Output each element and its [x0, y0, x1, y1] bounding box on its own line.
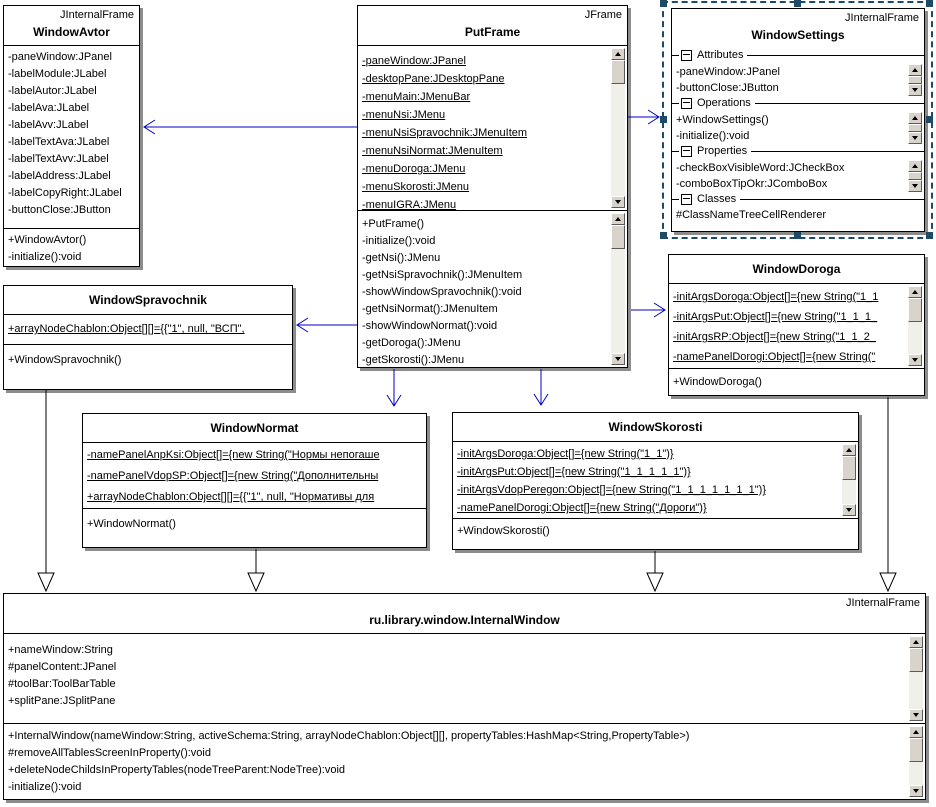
- attributes-compartment: [83, 443, 426, 508]
- member-row[interactable]: -getDoroga():JMenu: [362, 337, 461, 349]
- class-box-windownormat[interactable]: [82, 413, 427, 548]
- collapse-icon[interactable]: [681, 194, 692, 205]
- scroll-track[interactable]: [909, 762, 923, 785]
- class-name: PutFrame: [464, 25, 521, 39]
- member-row[interactable]: -paneWindow:JPanel: [8, 51, 112, 63]
- member-row[interactable]: +arrayNodeChablon:Object[][]={{"1", null, "ВСП",: [8, 323, 245, 335]
- arrow-up-icon: [615, 217, 621, 221]
- classes-compartment: [672, 206, 924, 231]
- scroll-down-button[interactable]: [909, 785, 923, 797]
- compartment-separator-attributes[interactable]: [672, 48, 924, 62]
- attributes-compartment: [453, 442, 858, 518]
- member-row[interactable]: -initArgsPut:Object[]={new String("1_1_1_1_1")}: [457, 466, 691, 478]
- properties-compartment: [672, 158, 924, 192]
- member-row[interactable]: -labelAva:JLabel: [8, 102, 90, 114]
- arrow-up-icon: [615, 52, 621, 56]
- member-row[interactable]: -labelAvv:JLabel: [8, 119, 89, 131]
- operations-compartment: [672, 110, 924, 144]
- arrow-up-icon: [846, 448, 852, 452]
- member-row[interactable]: -labelTextAvv:JLabel: [8, 153, 109, 165]
- vertical-scrollbar[interactable]: [908, 64, 922, 96]
- member-row[interactable]: -namePanelDorogi:Object[]={new String("Дороги")}: [457, 502, 707, 514]
- arrow-down-icon: [912, 358, 918, 362]
- member-row[interactable]: -showWindowSpravochnik():void: [362, 286, 522, 298]
- member-row[interactable]: +PutFrame(): [362, 218, 425, 230]
- scroll-thumb[interactable]: [908, 76, 922, 84]
- scroll-up-button[interactable]: [908, 112, 922, 124]
- class-name: WindowSettings: [751, 28, 845, 42]
- scroll-thumb[interactable]: [909, 648, 923, 672]
- selection-handle[interactable]: [926, 232, 933, 239]
- member-row[interactable]: -paneWindow:JPanel: [676, 66, 780, 78]
- arrow-up-icon: [912, 164, 918, 168]
- scroll-track[interactable]: [908, 322, 922, 354]
- scroll-up-button[interactable]: [909, 636, 923, 648]
- methods-compartment: [453, 518, 858, 549]
- arrow-down-icon: [912, 136, 918, 140]
- member-row[interactable]: +WindowAvtor(): [8, 234, 87, 246]
- vertical-scrollbar[interactable]: [909, 636, 923, 721]
- association-putframe-to-windowavtor[interactable]: [144, 120, 357, 134]
- attributes-compartment: [4, 315, 292, 344]
- scroll-thumb[interactable]: [909, 738, 923, 762]
- scroll-down-button[interactable]: [908, 180, 922, 192]
- scroll-down-button[interactable]: [909, 709, 923, 721]
- member-row[interactable]: -menuMain:JMenuBar: [362, 91, 471, 103]
- methods-compartment: [83, 508, 426, 547]
- attributes-compartment: [4, 634, 925, 723]
- member-row[interactable]: -initialize():void: [676, 130, 750, 142]
- member-row[interactable]: -initialize():void: [8, 251, 82, 263]
- arrow-up-icon: [913, 640, 919, 644]
- member-row[interactable]: -menuIGRA:JMenu: [362, 199, 457, 210]
- class-box-windowdoroga[interactable]: [668, 254, 925, 396]
- arrow-down-icon: [912, 184, 918, 188]
- generalization-windowskorosti-to-internalwindow[interactable]: [647, 551, 663, 591]
- association-putframe-to-windowdoroga[interactable]: [631, 303, 665, 317]
- scroll-thumb[interactable]: [908, 124, 922, 132]
- class-stereotype: JInternalFrame: [845, 12, 919, 24]
- class-stereotype: JFrame: [584, 9, 622, 21]
- scroll-down-button[interactable]: [908, 354, 922, 366]
- arrow-up-icon: [912, 290, 918, 294]
- member-row[interactable]: -showWindowNormat():void: [362, 320, 498, 332]
- member-row[interactable]: +arrayNodeChablon:Object[][]={{"1", null, "Нормативы для: [87, 491, 375, 503]
- member-row[interactable]: +WindowNormat(): [87, 518, 176, 530]
- member-row[interactable]: +WindowSkorosti(): [457, 525, 550, 537]
- selection-handle[interactable]: [660, 232, 667, 239]
- member-row[interactable]: -menuSkorosti:JMenu: [362, 181, 469, 193]
- selection-handle[interactable]: [794, 232, 801, 239]
- scroll-down-button[interactable]: [611, 196, 625, 208]
- attributes-compartment: [4, 46, 139, 228]
- scroll-thumb[interactable]: [908, 298, 922, 322]
- class-box-windowspravochnik[interactable]: [3, 285, 293, 390]
- member-row[interactable]: +nameWindow:String: [8, 644, 113, 656]
- scroll-up-button[interactable]: [908, 286, 922, 298]
- member-row[interactable]: +WindowSettings(): [676, 114, 769, 126]
- arrow-down-icon: [913, 789, 919, 793]
- methods-compartment: [4, 723, 925, 799]
- arrow-down-icon: [913, 713, 919, 717]
- member-row[interactable]: -buttonClose:JButton: [8, 204, 111, 216]
- selection-handle[interactable]: [926, 0, 933, 7]
- member-row[interactable]: -namePanelAnpKsi:Object[]={new String("Нормы непогаше: [87, 449, 380, 461]
- association-putframe-to-windowspravochnik[interactable]: [297, 318, 357, 332]
- member-row[interactable]: -menuDoroga:JMenu: [362, 163, 466, 175]
- scroll-down-button[interactable]: [611, 353, 625, 365]
- scroll-track[interactable]: [842, 480, 856, 504]
- attributes-compartment: [358, 46, 627, 210]
- class-box-putframe[interactable]: [357, 5, 628, 368]
- member-row[interactable]: +WindowSpravochnik(): [8, 354, 122, 366]
- class-name: WindowSpravochnik: [89, 293, 207, 307]
- class-header: [4, 286, 292, 315]
- scroll-down-button[interactable]: [908, 132, 922, 144]
- vertical-scrollbar[interactable]: [908, 160, 922, 192]
- member-row[interactable]: -comboBoxTipOkr:JComboBox: [676, 178, 828, 190]
- scroll-up-button[interactable]: [842, 444, 856, 456]
- class-stereotype: JInternalFrame: [60, 9, 134, 21]
- arrow-up-icon: [913, 730, 919, 734]
- compartment-label: Classes: [697, 193, 737, 205]
- class-name: ru.library.window.InternalWindow: [369, 613, 560, 627]
- scroll-thumb[interactable]: [842, 456, 856, 480]
- arrow-down-icon: [615, 357, 621, 361]
- member-row[interactable]: -namePanelDorogi:Object[]={new String(": [673, 351, 876, 363]
- scroll-up-button[interactable]: [908, 160, 922, 172]
- class-name: WindowNormat: [210, 421, 299, 435]
- arrow-up-icon: [912, 116, 918, 120]
- member-row[interactable]: -getNsiSpravochnik():JMenuItem: [362, 269, 523, 281]
- generalization-windowspravochnik-to-internalwindow[interactable]: [38, 390, 54, 591]
- scroll-track[interactable]: [909, 672, 923, 709]
- scroll-up-button[interactable]: [908, 64, 922, 76]
- compartment-separator-operations[interactable]: [672, 96, 924, 110]
- member-row[interactable]: -desktopPane:JDesktopPane: [362, 73, 505, 85]
- vertical-scrollbar[interactable]: [909, 726, 923, 797]
- association-putframe-to-windownormat[interactable]: [387, 369, 401, 406]
- member-row[interactable]: -labelModule:JLabel: [8, 68, 107, 80]
- member-row[interactable]: #removeAllTablesScreenInProperty():void: [8, 747, 211, 759]
- compartment-label: Attributes: [697, 49, 744, 61]
- member-row[interactable]: -labelAddress:JLabel: [8, 170, 111, 182]
- scroll-thumb[interactable]: [611, 225, 625, 249]
- vertical-scrollbar[interactable]: [611, 213, 625, 365]
- member-row[interactable]: -namePanelVdopSP:Object[]={new String("Дополнительны: [87, 470, 379, 482]
- vertical-scrollbar[interactable]: [908, 112, 922, 144]
- member-row[interactable]: -getNsiNormat():JMenuItem: [362, 303, 498, 315]
- member-row[interactable]: -initArgsDoroga:Object[]={new String("1_1: [673, 291, 879, 303]
- member-row[interactable]: -initArgsDoroga:Object[]={new String("1_1")}: [457, 448, 674, 460]
- member-row[interactable]: -checkBoxVisibleWord:JCheckBox: [676, 162, 845, 174]
- scroll-track[interactable]: [611, 84, 625, 196]
- member-row[interactable]: +InternalWindow(nameWindow:String, activeSchema:String, arrayNodeChablon:Object[][], propertyTables:HashMap<String,PropertyTable>): [8, 730, 690, 742]
- member-row[interactable]: -paneWindow:JPanel: [362, 55, 466, 67]
- scroll-track[interactable]: [611, 249, 625, 353]
- member-row[interactable]: -initArgsRP:Object[]={new String("1_1_2_: [673, 331, 876, 343]
- arrow-up-icon: [912, 68, 918, 72]
- class-header: [453, 413, 858, 442]
- compartment-separator-classes[interactable]: [672, 192, 924, 206]
- member-row[interactable]: -getSkorosti():JMenu: [362, 354, 465, 366]
- member-row[interactable]: #panelContent:JPanel: [8, 661, 117, 673]
- class-name: WindowDoroga: [752, 262, 841, 276]
- member-row[interactable]: -initArgsPut:Object[]={new String("1_1_1_: [673, 311, 878, 323]
- member-row[interactable]: -initArgsVdopPeregon:Object[]={new String("1_1_1_1_1_1_1")}: [457, 484, 766, 496]
- methods-compartment: [669, 368, 924, 395]
- class-name: WindowAvtor: [33, 25, 110, 39]
- compartment-label: Properties: [697, 145, 748, 157]
- member-row[interactable]: -menuNsiNormat:JMenuItem: [362, 145, 503, 157]
- association-putframe-to-windowskorosti[interactable]: [534, 369, 548, 405]
- scroll-thumb[interactable]: [611, 60, 625, 84]
- member-row[interactable]: #toolBar:ToolBarTable: [8, 678, 116, 690]
- selection-handle[interactable]: [926, 116, 933, 123]
- compartment-label: Operations: [697, 97, 751, 109]
- class-header: [83, 414, 426, 443]
- scroll-up-button[interactable]: [611, 48, 625, 60]
- member-row[interactable]: +WindowDoroga(): [673, 376, 762, 388]
- selection-handle[interactable]: [794, 0, 801, 7]
- class-header: [358, 6, 627, 46]
- collapse-icon[interactable]: [681, 146, 692, 157]
- member-row[interactable]: -initialize():void: [362, 235, 436, 247]
- class-header: [669, 255, 924, 284]
- class-header: [672, 9, 924, 48]
- selection-handle[interactable]: [660, 0, 667, 7]
- arrow-down-icon: [846, 508, 852, 512]
- arrow-down-icon: [912, 88, 918, 92]
- member-row[interactable]: -initialize():void: [8, 781, 82, 793]
- methods-compartment: [4, 228, 139, 266]
- generalization-windowdoroga-to-internalwindow[interactable]: [880, 397, 896, 591]
- methods-compartment: [4, 344, 292, 389]
- vertical-scrollbar[interactable]: [611, 48, 625, 208]
- member-row[interactable]: -menuNsi:JMenu: [362, 109, 446, 121]
- arrow-down-icon: [615, 200, 621, 204]
- member-row[interactable]: #ClassNameTreeCellRenderer: [676, 209, 826, 221]
- selection-handle[interactable]: [660, 116, 667, 123]
- member-row[interactable]: +splitPane:JSplitPane: [8, 695, 116, 707]
- member-row[interactable]: -labelAutor:JLabel: [8, 85, 97, 97]
- class-stereotype: JInternalFrame: [846, 597, 920, 609]
- class-box-windowavtor[interactable]: [3, 5, 140, 267]
- scroll-thumb[interactable]: [908, 172, 922, 180]
- scroll-down-button[interactable]: [908, 84, 922, 96]
- scroll-up-button[interactable]: [909, 726, 923, 738]
- scroll-up-button[interactable]: [611, 213, 625, 225]
- attributes-compartment: [672, 62, 924, 96]
- scroll-down-button[interactable]: [842, 504, 856, 516]
- member-row[interactable]: -labelTextAva:JLabel: [8, 136, 110, 148]
- compartment-separator-properties[interactable]: [672, 144, 924, 158]
- collapse-icon[interactable]: [681, 98, 692, 109]
- methods-compartment: [358, 210, 627, 367]
- member-row[interactable]: -menuNsiSpravochnik:JMenuItem: [362, 127, 528, 139]
- generalization-windownormat-to-internalwindow[interactable]: [248, 549, 264, 591]
- class-box-windowskorosti[interactable]: [452, 412, 859, 550]
- vertical-scrollbar[interactable]: [842, 444, 856, 516]
- member-row[interactable]: +deleteNodeChildsInPropertyTables(nodeTreeParent:NodeTree):void: [8, 764, 346, 776]
- class-header: [4, 6, 139, 46]
- collapse-icon[interactable]: [681, 50, 692, 61]
- class-box-internalwindow[interactable]: [3, 593, 926, 800]
- attributes-compartment: [669, 284, 924, 368]
- class-box-windowsettings[interactable]: [671, 8, 925, 232]
- member-row[interactable]: -buttonClose:JButton: [676, 82, 779, 94]
- class-name: WindowSkorosti: [608, 420, 703, 434]
- vertical-scrollbar[interactable]: [908, 286, 922, 366]
- member-row[interactable]: -labelCopyRight:JLabel: [8, 187, 122, 199]
- class-header: [4, 594, 925, 634]
- member-row[interactable]: -getNsi():JMenu: [362, 252, 441, 264]
- association-putframe-to-windowsettings[interactable]: [628, 110, 659, 124]
